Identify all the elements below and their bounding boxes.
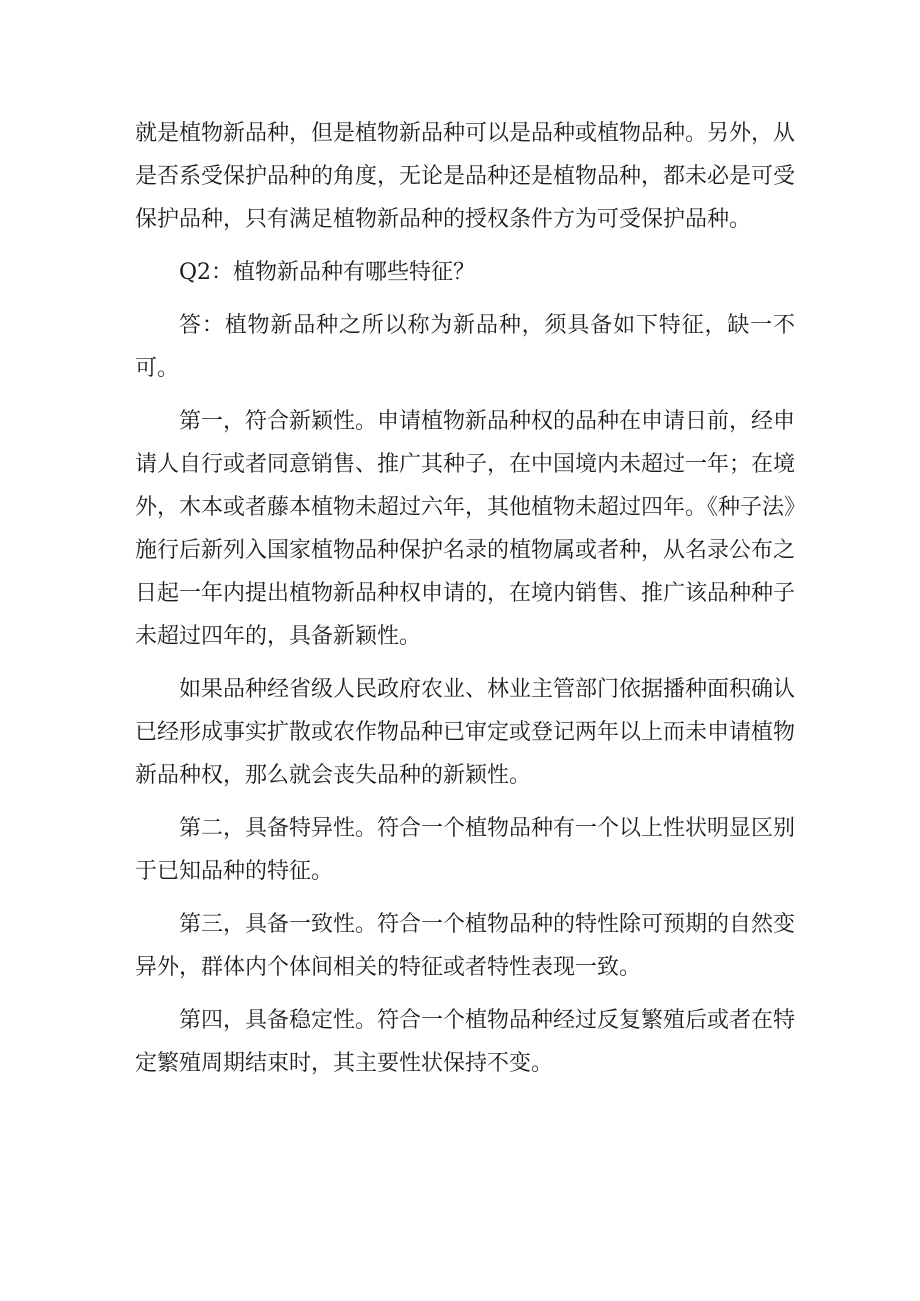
body-text [135,112,795,1095]
answer-intro: 答：植物新品种之所以称为新品种，须具备如下特征，缺一不可。 [135,313,795,381]
novelty-loss: 如果品种经省级人民政府农业、林业主管部门依据播种面积确认已经形成事实扩散或农作物品种已审定或登记两年以上而未申请植物新品种权，那么就会丧失品种的新颖性。 [135,677,796,788]
question-q2: Q2：植物新品种有哪些特征？ [179,260,476,285]
feature-uniformity: 第三，具备一致性。符合一个植物品种的特性除可预期的自然变异外，群体内个体间相关的特征或者特性表现一致。 [135,912,796,980]
feature-stability: 第四，具备稳定性。符合一个植物品种经过反复繁殖后或者在特定繁殖周期结束时，其主要性状保持不变。 [135,1008,796,1076]
paragraph-continuation: 就是植物新品种，但是植物新品种可以是品种或植物品种。另外，从是否系受保护品种的角度，无论是品种还是植物品种，都未必是可受保护品种，只有满足植物新品种的授权条件方为可受保护品种。 [135,121,796,232]
feature-novelty: 第一，符合新颖性。申请植物新品种权的品种在申请日前，经申请人自行或者同意销售、推广其种子，在中国境内未超过一年；在境外，木本或者藤本植物未超过六年，其他植物未超过四年。《种子法》施行后新列入国家植物品种保护名录的植物属或者种，从名录公布之日起一年内提出植物新品种权申请的，在境内销售、推广该品种种子未超过四年的，具备新颖性。 [135,409,796,649]
feature-distinctness: 第二，具备特异性。符合一个植物品种有一个以上性状明显区别于已知品种的特征。 [135,816,796,884]
